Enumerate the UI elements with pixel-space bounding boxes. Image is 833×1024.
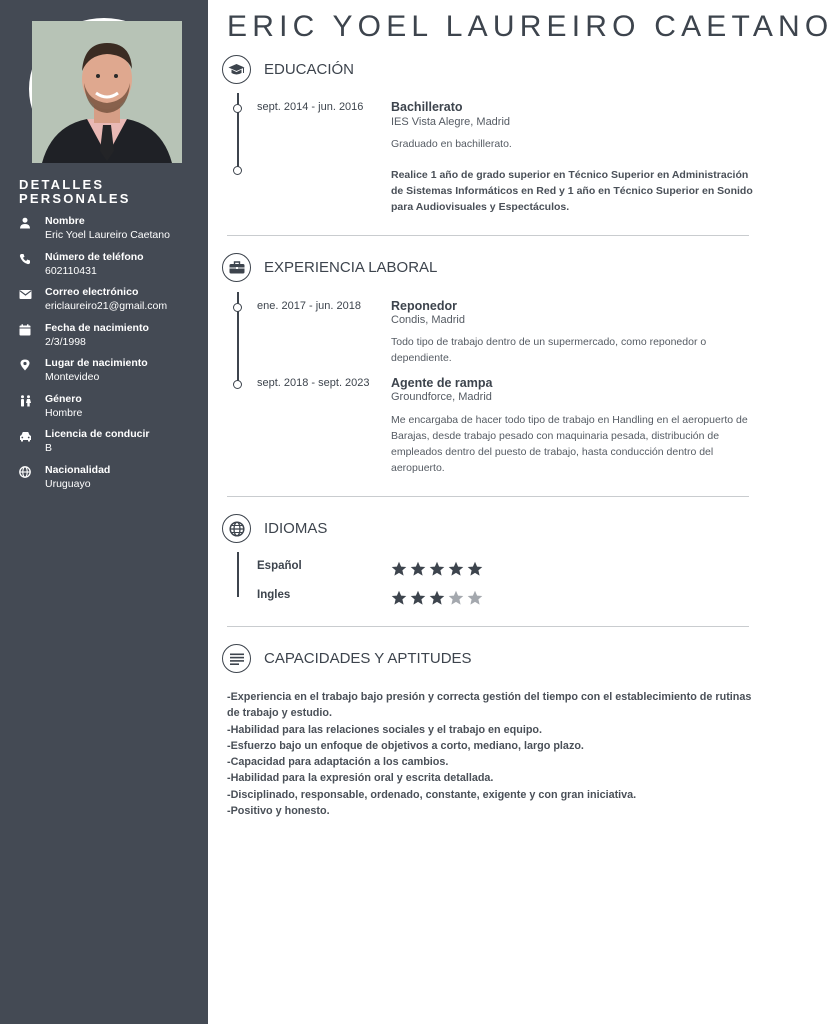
timeline-dot	[233, 303, 242, 312]
detail-birthdate: Fecha de nacimiento 2/3/1998	[19, 321, 204, 357]
detail-email: Correo electrónico ericlaureiro21@gmail.com	[19, 285, 204, 321]
education-date: sept. 2014 - jun. 2016	[257, 101, 364, 113]
star-filled-icon	[429, 590, 445, 606]
star-empty-icon	[448, 590, 464, 606]
experience-job-title: Agente de rampa	[391, 376, 493, 390]
location-pin-icon	[19, 358, 33, 370]
star-filled-icon	[410, 561, 426, 577]
experience-date: ene. 2017 - jun. 2018	[257, 300, 361, 312]
detail-driving-license: Licencia de conducir B	[19, 427, 204, 463]
timeline-dot	[233, 380, 242, 389]
phone-icon	[19, 252, 33, 264]
skill-line: -Capacidad para adaptación a los cambios.	[227, 756, 449, 769]
star-filled-icon	[467, 561, 483, 577]
skill-line: -Habilidad para la expresión oral y escrita detallada.	[227, 772, 494, 785]
detail-nationality: Nacionalidad Uruguayo	[19, 463, 204, 499]
language-name: Español	[257, 560, 302, 572]
skills-list	[227, 689, 757, 819]
experience-title: EXPERIENCIA LABORAL	[264, 259, 438, 276]
education-note: Realice 1 año de grado superior en Técnico Superior en Administración de Sistemas Informáticos en Red y 1 año en Técnico Superior en Sonido para Audiovisuales y Espectáculos.	[391, 169, 753, 213]
experience-description: Todo tipo de trabajo dentro de un supermercado, como reponedor o dependiente.	[391, 336, 707, 364]
experience-job-title: Reponedor	[391, 299, 457, 313]
globe-icon	[222, 514, 251, 543]
profile-photo	[29, 18, 179, 160]
timeline-dot	[233, 166, 242, 175]
education-title: EDUCACIÓN	[264, 61, 355, 78]
experience-company: Groundforce, Madrid	[391, 391, 492, 403]
section-divider	[227, 496, 749, 497]
person-name: ERIC YOEL LAUREIRO CAETANO	[227, 10, 833, 43]
language-name: Ingles	[257, 589, 291, 601]
skill-line: -Habilidad para las relaciones sociales y el trabajo en equipo.	[227, 723, 543, 736]
graduation-cap-icon	[222, 55, 251, 84]
personal-details-list	[19, 214, 204, 498]
main-content	[208, 0, 833, 1024]
personal-details-title: DETALLES PERSONALES	[19, 177, 131, 206]
star-filled-icon	[391, 590, 407, 606]
section-divider	[227, 235, 749, 236]
globe-icon	[19, 465, 33, 477]
detail-birthplace: Lugar de nacimiento Montevideo	[19, 356, 204, 392]
gender-icon	[19, 394, 33, 406]
language-rating	[391, 561, 483, 577]
detail-gender: Género Hombre	[19, 392, 204, 428]
timeline-dot	[233, 104, 242, 113]
education-degree: Bachillerato	[391, 100, 463, 114]
mail-icon	[19, 287, 33, 299]
car-icon	[19, 429, 33, 441]
language-rating	[391, 590, 483, 606]
languages-title: IDIOMAS	[264, 520, 328, 537]
experience-description: Me encargaba de hacer todo tipo de trabajo en Handling en el aeropuerto de Barajas, desde trabajo pesado con maquinaria pesada, distribución de empleados dentro del puesto de trabajo, hasta conducción dentro del aeropuerto.	[391, 414, 748, 474]
skill-line: -Disciplinado, responsable, ordenado, constante, exigente y con gran iniciativa.	[227, 788, 637, 801]
skill-line: -Experiencia en el trabajo bajo presión y correcta gestión del tiempo con el establecimiento de rutinas de trabajo y estudio.	[227, 691, 752, 720]
star-filled-icon	[448, 561, 464, 577]
calendar-icon	[19, 323, 33, 335]
education-school: IES Vista Alegre, Madrid	[391, 116, 511, 128]
skill-line: -Positivo y honesto.	[227, 805, 330, 818]
person-icon	[19, 216, 33, 228]
skill-line: -Esfuerzo bajo un enfoque de objetivos a corto, mediano, largo plazo.	[227, 739, 584, 752]
star-filled-icon	[429, 561, 445, 577]
star-empty-icon	[467, 590, 483, 606]
section-divider	[227, 626, 749, 627]
languages-timeline	[237, 552, 239, 597]
star-filled-icon	[391, 561, 407, 577]
detail-phone: Número de teléfono 602110431	[19, 250, 204, 286]
list-icon	[222, 644, 251, 673]
education-description: Graduado en bachillerato.	[391, 138, 512, 150]
star-filled-icon	[410, 590, 426, 606]
experience-company: Condis, Madrid	[391, 314, 465, 326]
briefcase-icon	[222, 253, 251, 282]
skills-title: CAPACIDADES Y APTITUDES	[264, 650, 472, 667]
detail-name: Nombre Eric Yoel Laureiro Caetano	[19, 214, 204, 250]
sidebar	[0, 0, 208, 1024]
experience-date: sept. 2018 - sept. 2023	[257, 377, 370, 389]
